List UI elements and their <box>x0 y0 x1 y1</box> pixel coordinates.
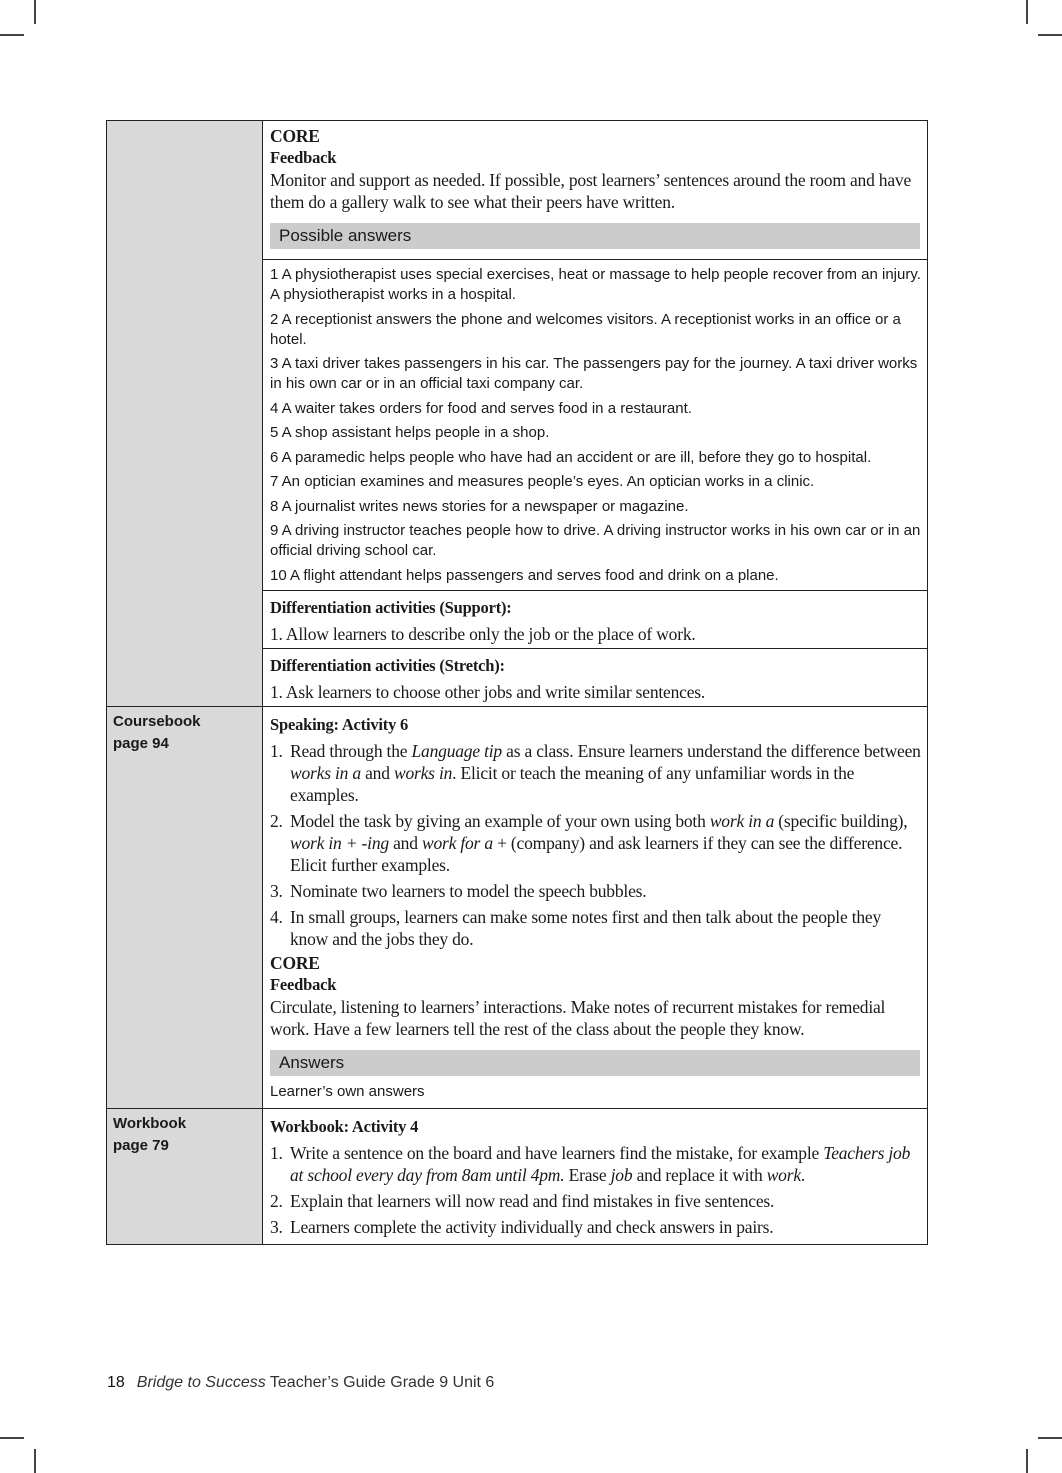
answer-item: 9 A driving instructor teaches people how to drive. A driving instructor works in his own car or in an official driving school car. <box>270 522 921 559</box>
step-text-part: Model the task by giving an example of your own using both <box>290 811 710 831</box>
step-item <box>270 1142 921 1186</box>
emphasis-text: Language tip <box>411 741 502 761</box>
step-text <box>290 1216 921 1238</box>
step-text-part: and replace it with <box>632 1165 767 1185</box>
emphasis-text: work in a <box>709 811 775 831</box>
step-item <box>270 1216 921 1238</box>
step-text <box>290 740 921 806</box>
table-row <box>107 706 927 1108</box>
step-text-part: In small groups, learners can make some notes first and then talk about the people they know and the jobs they do. <box>290 907 882 949</box>
support-title: Differentiation activities (Support): <box>270 598 512 617</box>
step-number: 4. <box>270 907 283 927</box>
row-label <box>107 121 263 706</box>
step-item <box>270 740 921 806</box>
activity-steps <box>270 740 921 950</box>
row-label-line: Coursebook <box>113 713 201 730</box>
activity-cell <box>263 1109 927 1244</box>
core-label: CORE <box>270 953 320 973</box>
row-label-line: page 79 <box>113 1137 169 1154</box>
crop-mark <box>34 0 36 24</box>
activity-steps <box>270 1142 921 1238</box>
crop-mark <box>1026 1449 1028 1473</box>
activity-title: Workbook: Activity 4 <box>270 1117 419 1136</box>
step-text <box>290 880 921 902</box>
answer-item: 6 A paramedic helps people who have had an accident or are ill, before they go to hospital. <box>270 448 872 466</box>
emphasis-text: work in + -ing <box>290 833 389 853</box>
step-text <box>290 810 921 876</box>
step-text-part: Write a sentence on the board and have learners find the mistake, for example <box>290 1143 824 1163</box>
stretch-title: Differentiation activities (Stretch): <box>270 656 505 675</box>
answer-item: 1 A physiotherapist uses special exercises, heat or massage to help people recover from an injury. A physiotherapist works in a hospital. <box>270 266 921 303</box>
crop-mark <box>1026 0 1028 24</box>
crop-mark <box>1038 34 1062 36</box>
support-cell <box>263 590 927 648</box>
answers-header: Answers <box>270 1050 920 1076</box>
step-number: 3. <box>270 881 283 901</box>
answer-item: 4 A waiter takes orders for food and serves food in a restaurant. <box>270 399 692 417</box>
step-text-part: as a class. Ensure learners understand the difference between <box>501 741 921 761</box>
step-text-part: Learners complete the activity individually and check answers in pairs. <box>290 1217 774 1237</box>
answer-item: 8 A journalist writes news stories for a newspaper or magazine. <box>270 497 689 515</box>
step-item <box>270 906 921 950</box>
step-item <box>270 810 921 876</box>
answer-text: Learner’s own answers <box>270 1083 425 1100</box>
answer-item: 3 A taxi driver takes passengers in his car. The passengers pay for the journey. A taxi driver works in his own car or in an official taxi company car. <box>270 355 918 392</box>
answer-item: 10 A flight attendant helps passengers and serves food and drink on a plane. <box>270 566 779 584</box>
activity-title: Speaking: Activity 6 <box>270 715 409 734</box>
footer-subtitle: Teacher’s Guide Grade 9 Unit 6 <box>265 1374 495 1391</box>
crop-mark <box>1038 1437 1062 1439</box>
crop-mark <box>0 34 24 36</box>
emphasis-text: Teachers job at school every day from 8am until 4pm. <box>290 1143 911 1185</box>
row-label <box>107 1109 263 1244</box>
step-text-part: (specific building), <box>774 811 908 831</box>
crop-mark <box>34 1449 36 1473</box>
core-label: CORE <box>270 126 320 146</box>
row-label-line: page 94 <box>113 735 169 752</box>
step-number: 3. <box>270 1217 283 1237</box>
page-number: 18 <box>107 1374 125 1391</box>
answer-item: 7 An optician examines and measures people’s eyes. An optician works in a clinic. <box>270 473 815 490</box>
feedback-cell <box>263 121 927 259</box>
emphasis-text: works in <box>393 763 453 783</box>
step-text-part: Read through the <box>290 741 412 761</box>
emphasis-text: work for a <box>421 833 493 853</box>
step-text-part: Explain that learners will now read and find mistakes in five sentences. <box>290 1191 775 1211</box>
answer-item: 2 A receptionist answers the phone and welcomes visitors. A receptionist works in an office or a hotel. <box>270 310 901 348</box>
step-text <box>290 1142 921 1186</box>
step-text-part: . <box>800 1165 806 1185</box>
emphasis-text: works in a <box>290 763 361 783</box>
step-number: 2. <box>270 1191 283 1211</box>
step-item <box>270 880 921 902</box>
table-row <box>107 121 927 706</box>
feedback-text: Monitor and support as needed. If possible, post learners’ sentences around the room and have them do a gallery walk to see what their peers have written. <box>270 170 912 212</box>
row-label <box>107 707 263 1108</box>
possible-answers-header: Possible answers <box>270 223 920 249</box>
crop-mark <box>0 1437 24 1439</box>
step-text <box>290 906 921 950</box>
book-title: Bridge to Success <box>136 1374 266 1391</box>
step-item <box>270 1190 921 1212</box>
feedback-label: Feedback <box>270 148 337 167</box>
step-text <box>290 1190 921 1212</box>
support-item: 1. Allow learners to describe only the job or the place of work. <box>270 624 696 644</box>
step-text-part: Erase <box>564 1165 611 1185</box>
step-text-part: Nominate two learners to model the speech bubbles. <box>290 881 647 901</box>
step-number: 1. <box>270 1143 283 1163</box>
step-text-part: and <box>360 763 394 783</box>
step-text-part: + (company) and ask learners if they can see the difference. Elicit further examples. <box>290 833 903 875</box>
answers-cell <box>263 259 927 586</box>
feedback-text: Circulate, listening to learners’ interactions. Make notes of recurrent mistakes for remedial work. Have a few learners tell the rest of the class about the people they know. <box>270 997 886 1039</box>
row-label-line: Workbook <box>113 1115 187 1132</box>
page-footer <box>107 1374 494 1392</box>
step-number: 1. <box>270 741 283 761</box>
step-text-part: and <box>388 833 422 853</box>
feedback-label: Feedback <box>270 975 337 994</box>
step-text-part: . Elicit or teach the meaning of any unfamiliar words in the examples. <box>290 763 855 805</box>
emphasis-text: job <box>610 1165 633 1185</box>
emphasis-text: work <box>766 1165 801 1185</box>
step-number: 2. <box>270 811 283 831</box>
stretch-cell <box>263 648 927 706</box>
table-row <box>107 1108 927 1244</box>
answer-item: 5 A shop assistant helps people in a shop. <box>270 424 550 441</box>
stretch-item: 1. Ask learners to choose other jobs and write similar sentences. <box>270 682 706 702</box>
lesson-table <box>106 120 928 1245</box>
activity-cell <box>263 707 927 1108</box>
